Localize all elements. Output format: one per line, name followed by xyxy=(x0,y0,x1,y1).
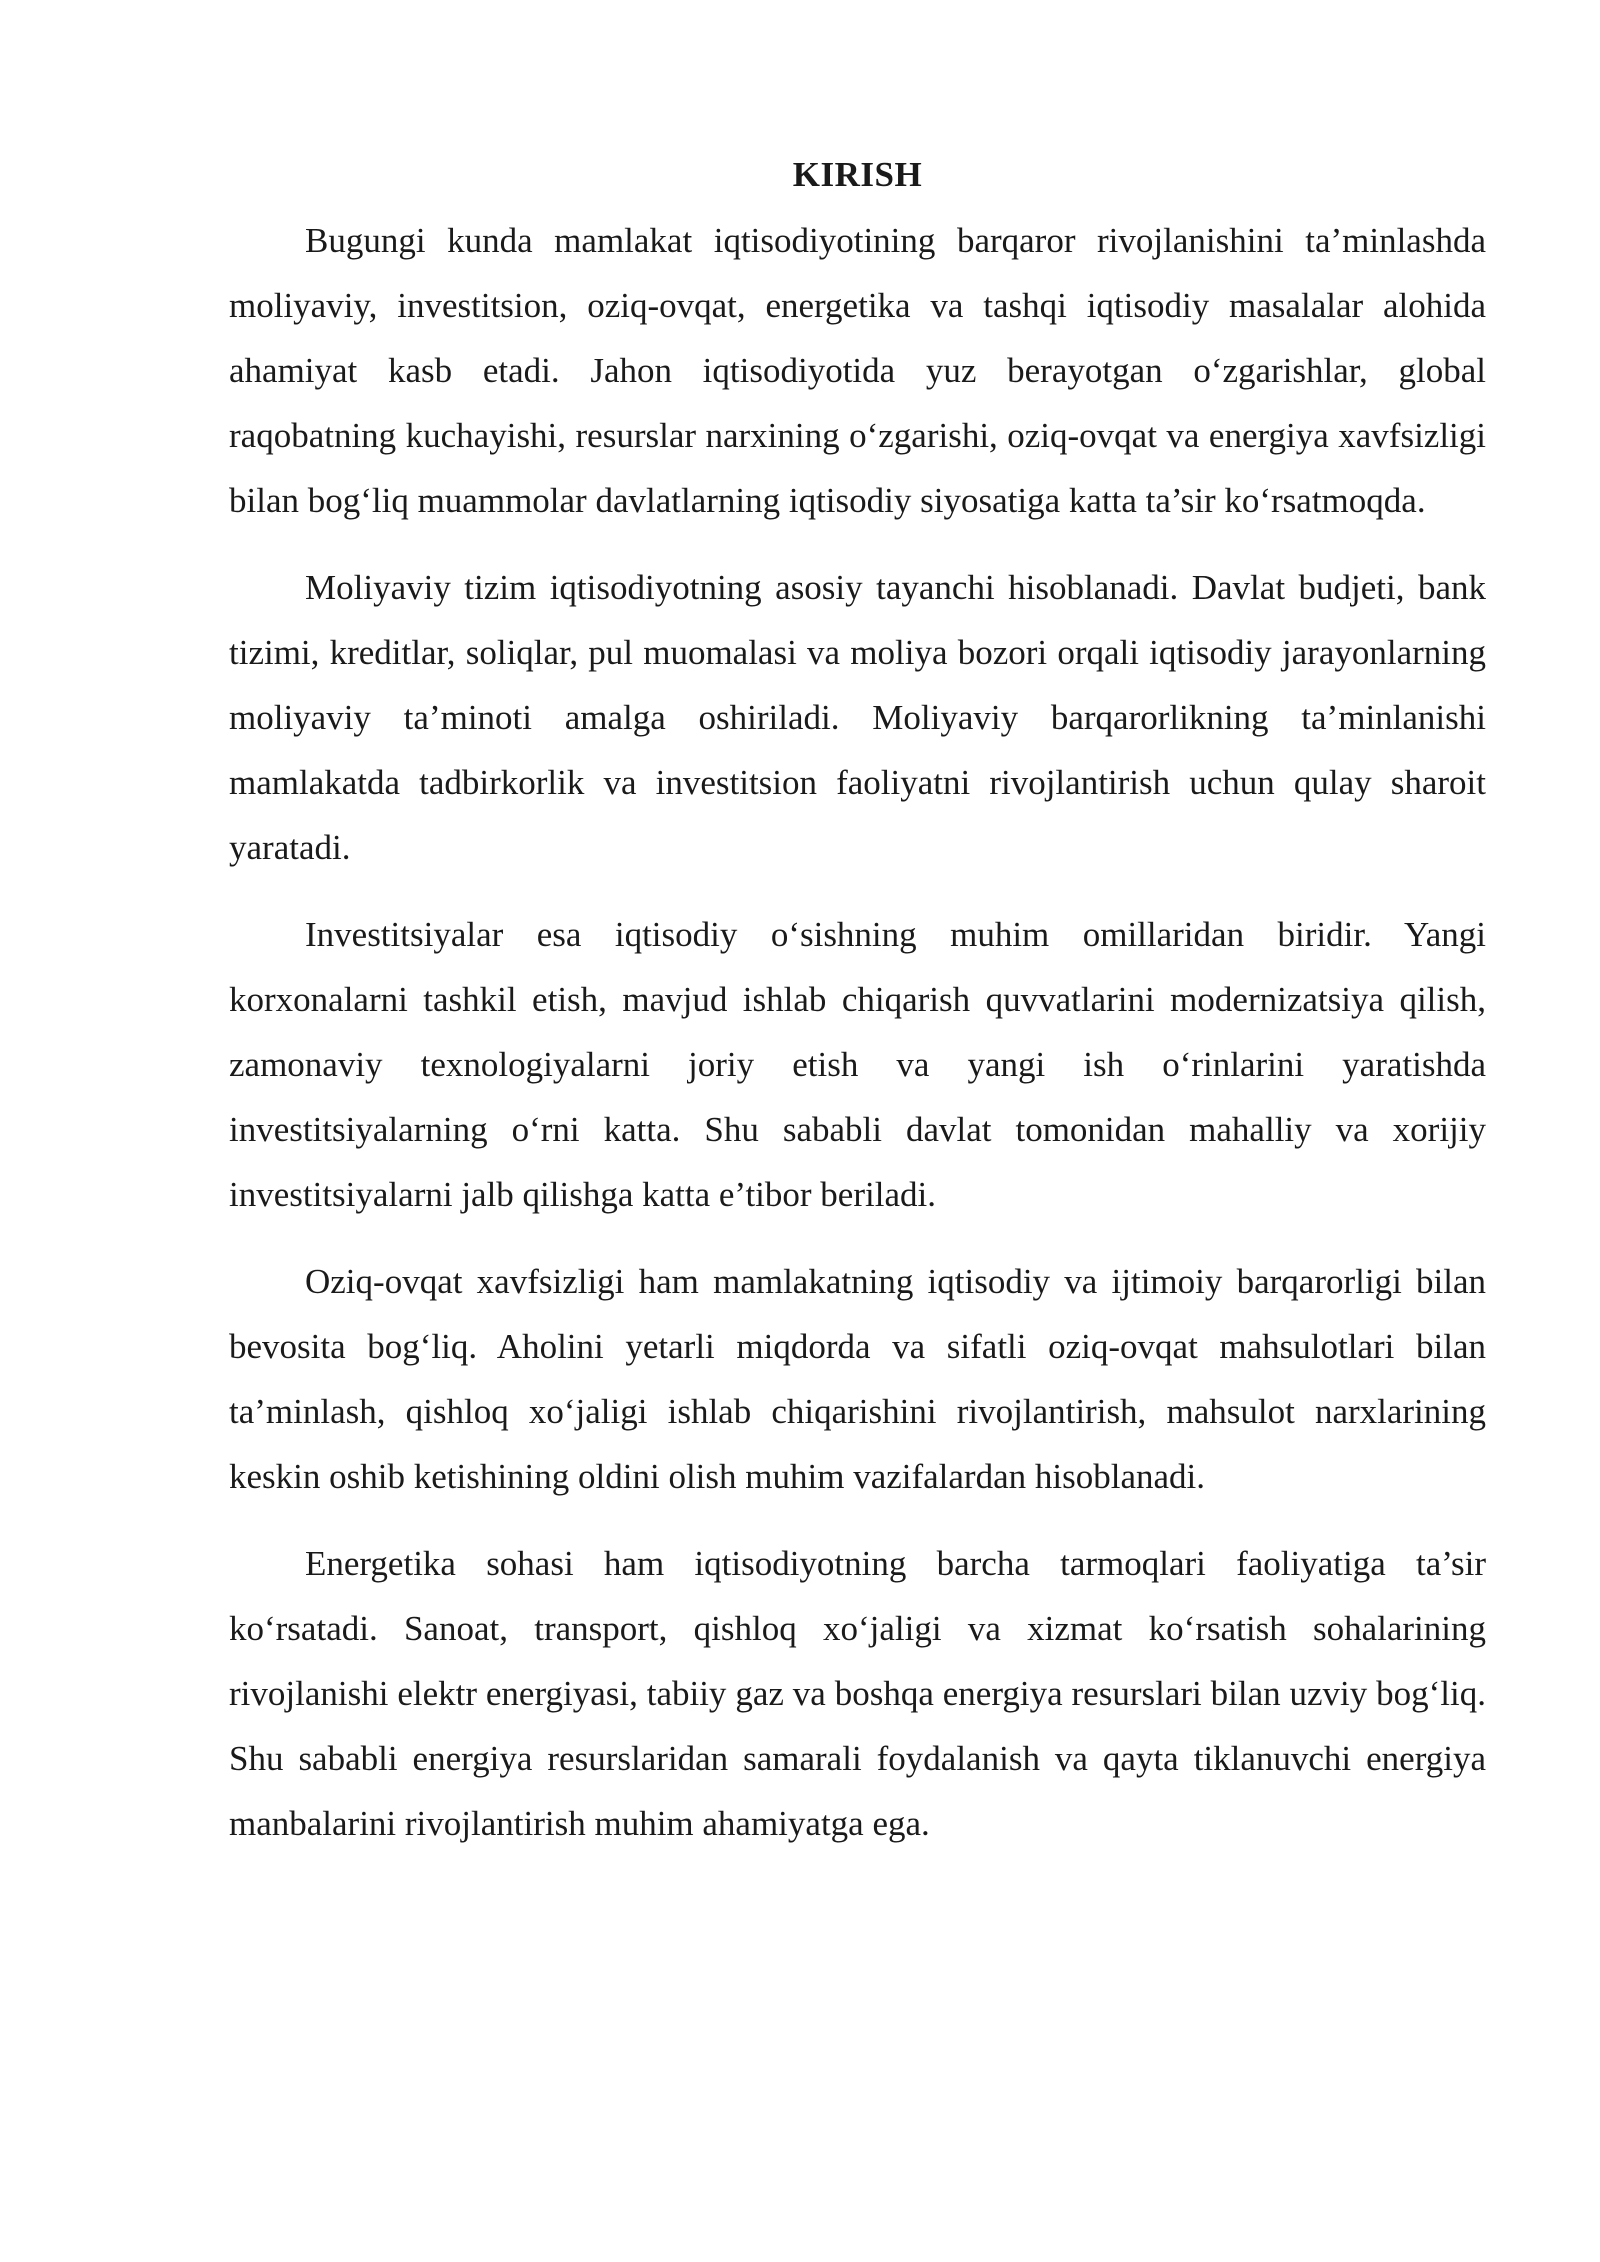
paragraph-5: Energetika sohasi ham iqtisodiyotning barcha tarmoqlari faoliyatiga ta’sir ko‘rsatadi. Sanoat, transport, qishloq xo‘jaligi va xizmat ko‘rsatish sohalarining rivojlanishi elektr energiyasi, tabiiy gaz va boshqa energiya resurslari bilan uzviy bog‘liq. Shu sababli energiya resurslaridan samarali foydalanish va qayta tiklanuvchi energiya manbalarini rivojlantirish muhim ahamiyatga ega. xyxy=(229,1544,1486,1843)
paragraph-2: Moliyaviy tizim iqtisodiyotning asosiy tayanchi hisoblanadi. Davlat budjeti, bank tizimi, kreditlar, soliqlar, pul muomalasi va moliya bozori orqali iqtisodiy jarayonlarning moliyaviy ta’minoti amalga oshiriladi. Moliyaviy barqarorlikning ta’minlanishi mamlakatda tadbirkorlik va investitsion faoliyatni rivojlantirish uchun qulay sharoit yaratadi. xyxy=(229,568,1486,867)
document-body xyxy=(229,150,1486,1878)
paragraph-1: Bugungi kunda mamlakat iqtisodiyotining barqaror rivojlanishini ta’minlashda moliyaviy, investitsion, oziq-ovqat, energetika va tashqi iqtisodiy masalalar alohida ahamiyat kasb etadi. Jahon iqtisodiyotida yuz berayotgan o‘zgarishlar, global raqobatning kuchayishi, resurslar narxining o‘zgarishi, oziq-ovqat va energiya xavfsizligi bilan bog‘liq muammolar davlatlarning iqtisodiy siyosatiga katta ta’sir ko‘rsatmoqda. xyxy=(229,221,1486,520)
paragraph-4: Oziq-ovqat xavfsizligi ham mamlakatning iqtisodiy va ijtimoiy barqarorligi bilan bevosita bog‘liq. Aholini yetarli miqdorda va sifatli oziq-ovqat mahsulotlari bilan ta’minlash, qishloq xo‘jaligi ishlab chiqarishini rivojlantirish, mahsulot narxlarining keskin oshib ketishining oldini olish muhim vazifalardan hisoblanadi. xyxy=(229,1262,1486,1496)
page-title: KIRISH xyxy=(792,155,923,194)
paragraph-3: Investitsiyalar esa iqtisodiy o‘sishning muhim omillaridan biridir. Yangi korxonalarni tashkil etish, mavjud ishlab chiqarish quvvatlarini modernizatsiya qilish, zamonaviy texnologiyalarni joriy etish va yangi ish o‘rinlarini yaratishda investitsiyalarning o‘rni katta. Shu sababli davlat tomonidan mahalliy va xorijiy investitsiyalarni jalb qilishga katta e’tibor beriladi. xyxy=(229,915,1486,1214)
